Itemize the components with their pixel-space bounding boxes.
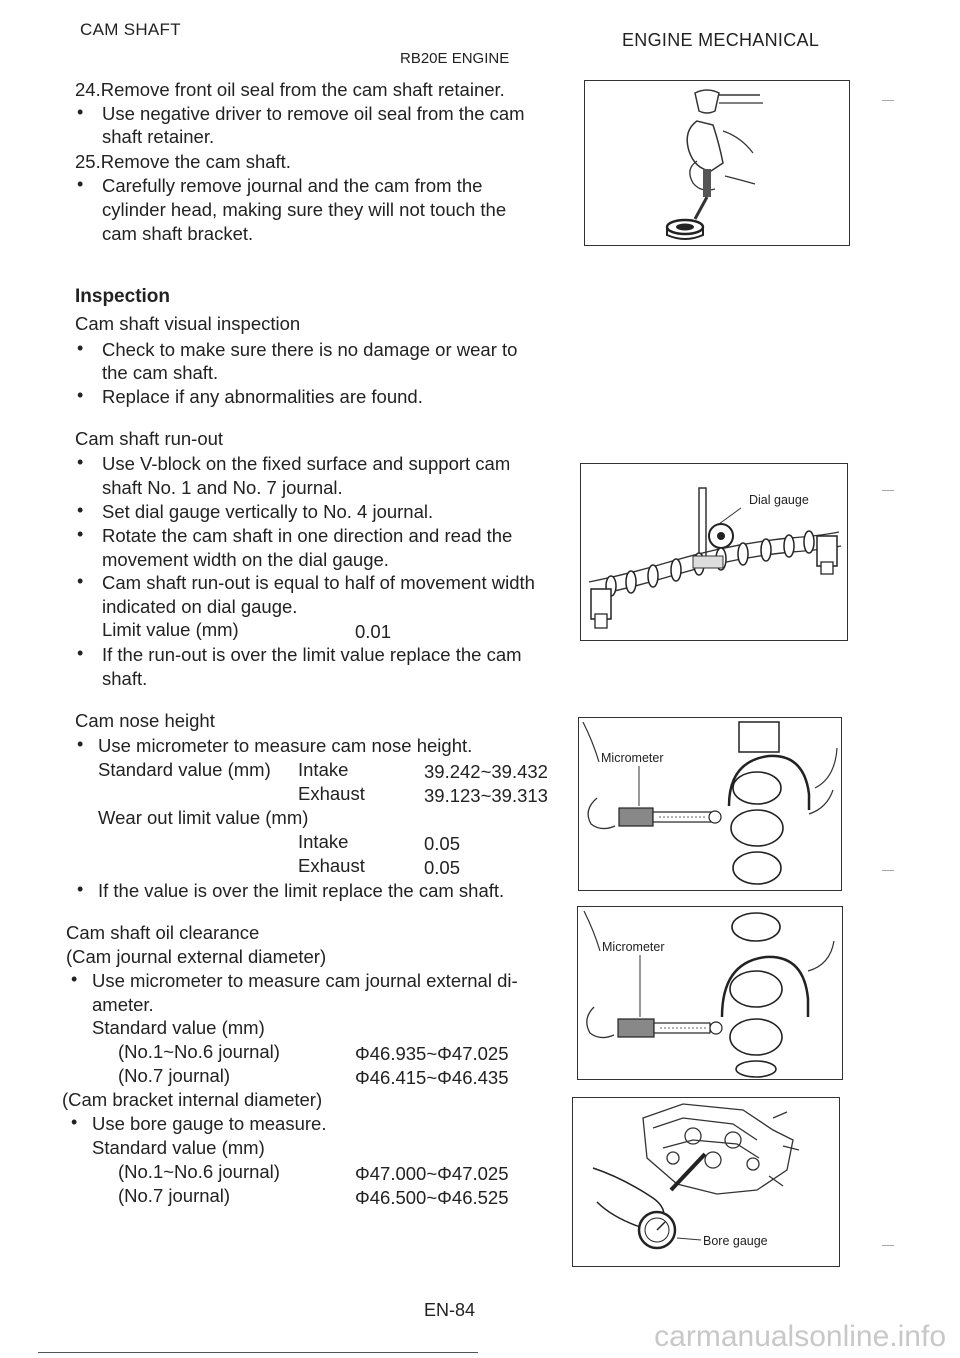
margin-mark — [882, 100, 894, 101]
runout-b2: Set dial gauge vertically to No. 4 journal. — [102, 501, 434, 522]
margin-mark — [882, 490, 894, 491]
visual-inspection-title: Cam shaft visual inspection — [75, 313, 301, 334]
visual-bullet2: Replace if any abnormalities are found. — [102, 386, 423, 407]
runout-b5-line2: shaft. — [102, 668, 148, 689]
nose-b1: Use micrometer to measure cam nose height. — [98, 735, 473, 756]
bullet: • — [77, 879, 84, 899]
nose-exhaust-label: Exhaust — [298, 783, 365, 804]
section-header: CAM SHAFT — [80, 20, 181, 39]
oil-j7-value: Φ46.415~Φ46.435 — [355, 1067, 509, 1088]
dial-gauge-figure — [580, 463, 848, 641]
micrometer-journal-figure — [577, 906, 843, 1080]
bullet: • — [71, 969, 78, 989]
runout-b5-line1: If the run-out is over the limit value replace the cam — [102, 644, 522, 665]
nose-title: Cam nose height — [75, 710, 215, 731]
bullet: • — [71, 1112, 78, 1132]
bullet: • — [77, 734, 84, 754]
margin-mark — [882, 1245, 894, 1246]
bullet: • — [77, 385, 84, 405]
oil-journal-title: (Cam journal external diameter) — [66, 946, 327, 967]
oil-std2-label: Standard value (mm) — [92, 1137, 265, 1158]
nose-wear-exhaust-label: Exhaust — [298, 855, 365, 876]
step-24: 24.Remove front oil seal from the cam shaft retainer. — [75, 79, 505, 100]
runout-b3-line1: Rotate the cam shaft in one direction and read the — [102, 525, 513, 546]
visual-bullet1-line1: Check to make sure there is no damage or wear to — [102, 339, 518, 360]
oil-bracket-title: (Cam bracket internal diameter) — [62, 1089, 323, 1110]
nose-wear-intake-label: Intake — [298, 831, 349, 852]
nose-wear-exhaust-value: 0.05 — [424, 857, 461, 878]
oil-bj7-label: (No.7 journal) — [118, 1185, 231, 1206]
runout-b4-line2: indicated on dial gauge. — [102, 596, 298, 617]
oil-b1-line1: Use micrometer to measure cam journal external di- — [92, 970, 518, 991]
runout-title: Cam shaft run-out — [75, 428, 224, 449]
oil-std-label: Standard value (mm) — [92, 1017, 265, 1038]
oil-j16-label: (No.1~No.6 journal) — [118, 1041, 280, 1062]
runout-limit-value: 0.01 — [355, 621, 392, 642]
engine-header: RB20E ENGINE — [400, 50, 510, 67]
nose-intake-label: Intake — [298, 759, 349, 780]
micrometer-label-2: Micrometer — [602, 940, 665, 954]
oil-b2: Use bore gauge to measure. — [92, 1113, 327, 1134]
visual-bullet1-line2: the cam shaft. — [102, 362, 219, 383]
bullet: • — [77, 500, 84, 520]
runout-b4-line1: Cam shaft run-out is equal to half of movement width — [102, 572, 535, 593]
runout-b3-line2: movement width on the dial gauge. — [102, 549, 389, 570]
step-24-bullet-line1: Use negative driver to remove oil seal from the cam — [102, 103, 525, 124]
page-number: EN-84 — [424, 1300, 476, 1320]
oil-bj16-value: Φ47.000~Φ47.025 — [355, 1163, 509, 1184]
bullet: • — [77, 452, 84, 472]
bore-gauge-figure — [572, 1097, 840, 1267]
nose-std-label: Standard value (mm) — [98, 759, 271, 780]
nose-intake-value: 39.242~39.432 — [424, 761, 548, 782]
oil-j16-value: Φ46.935~Φ47.025 — [355, 1043, 509, 1064]
oil-title: Cam shaft oil clearance — [66, 922, 260, 943]
oil-b1-line2: ameter. — [92, 994, 154, 1015]
dial-gauge-label: Dial gauge — [749, 493, 809, 507]
step-25-bullet-line1: Carefully remove journal and the cam from the — [102, 175, 483, 196]
inspection-title: Inspection — [75, 286, 171, 307]
step-25-bullet-line3: cam shaft bracket. — [102, 223, 254, 244]
nose-wear-label: Wear out limit value (mm) — [98, 807, 309, 828]
oil-j7-label: (No.7 journal) — [118, 1065, 231, 1086]
bullet: • — [77, 524, 84, 544]
micrometer-label-1: Micrometer — [601, 751, 664, 765]
nose-b2: If the value is over the limit replace the cam shaft. — [98, 880, 505, 901]
watermark: carmanualsonline.info — [654, 1320, 946, 1353]
bullet: • — [77, 174, 84, 194]
chapter-header: ENGINE MECHANICAL — [622, 30, 820, 50]
bullet: • — [77, 102, 84, 122]
bullet: • — [77, 571, 84, 591]
micrometer-cam-nose-figure — [578, 717, 842, 891]
nose-exhaust-value: 39.123~39.313 — [424, 785, 548, 806]
nose-wear-intake-value: 0.05 — [424, 833, 461, 854]
step-25-bullet-line2: cylinder head, making sure they will not touch the — [102, 199, 507, 220]
footer-divider — [38, 1352, 478, 1353]
bullet: • — [77, 338, 84, 358]
runout-b1-line2: shaft No. 1 and No. 7 journal. — [102, 477, 343, 498]
runout-b1-line1: Use V-block on the fixed surface and support cam — [102, 453, 511, 474]
bullet: • — [77, 643, 84, 663]
bore-gauge-label: Bore gauge — [703, 1234, 768, 1248]
runout-limit-label: Limit value (mm) — [102, 619, 239, 640]
oil-bj7-value: Φ46.500~Φ46.525 — [355, 1187, 509, 1208]
oil-seal-removal-figure — [584, 80, 850, 246]
step-25: 25.Remove the cam shaft. — [75, 151, 291, 172]
oil-bj16-label: (No.1~No.6 journal) — [118, 1161, 280, 1182]
margin-mark — [882, 870, 894, 871]
step-24-bullet-line2: shaft retainer. — [102, 126, 215, 147]
